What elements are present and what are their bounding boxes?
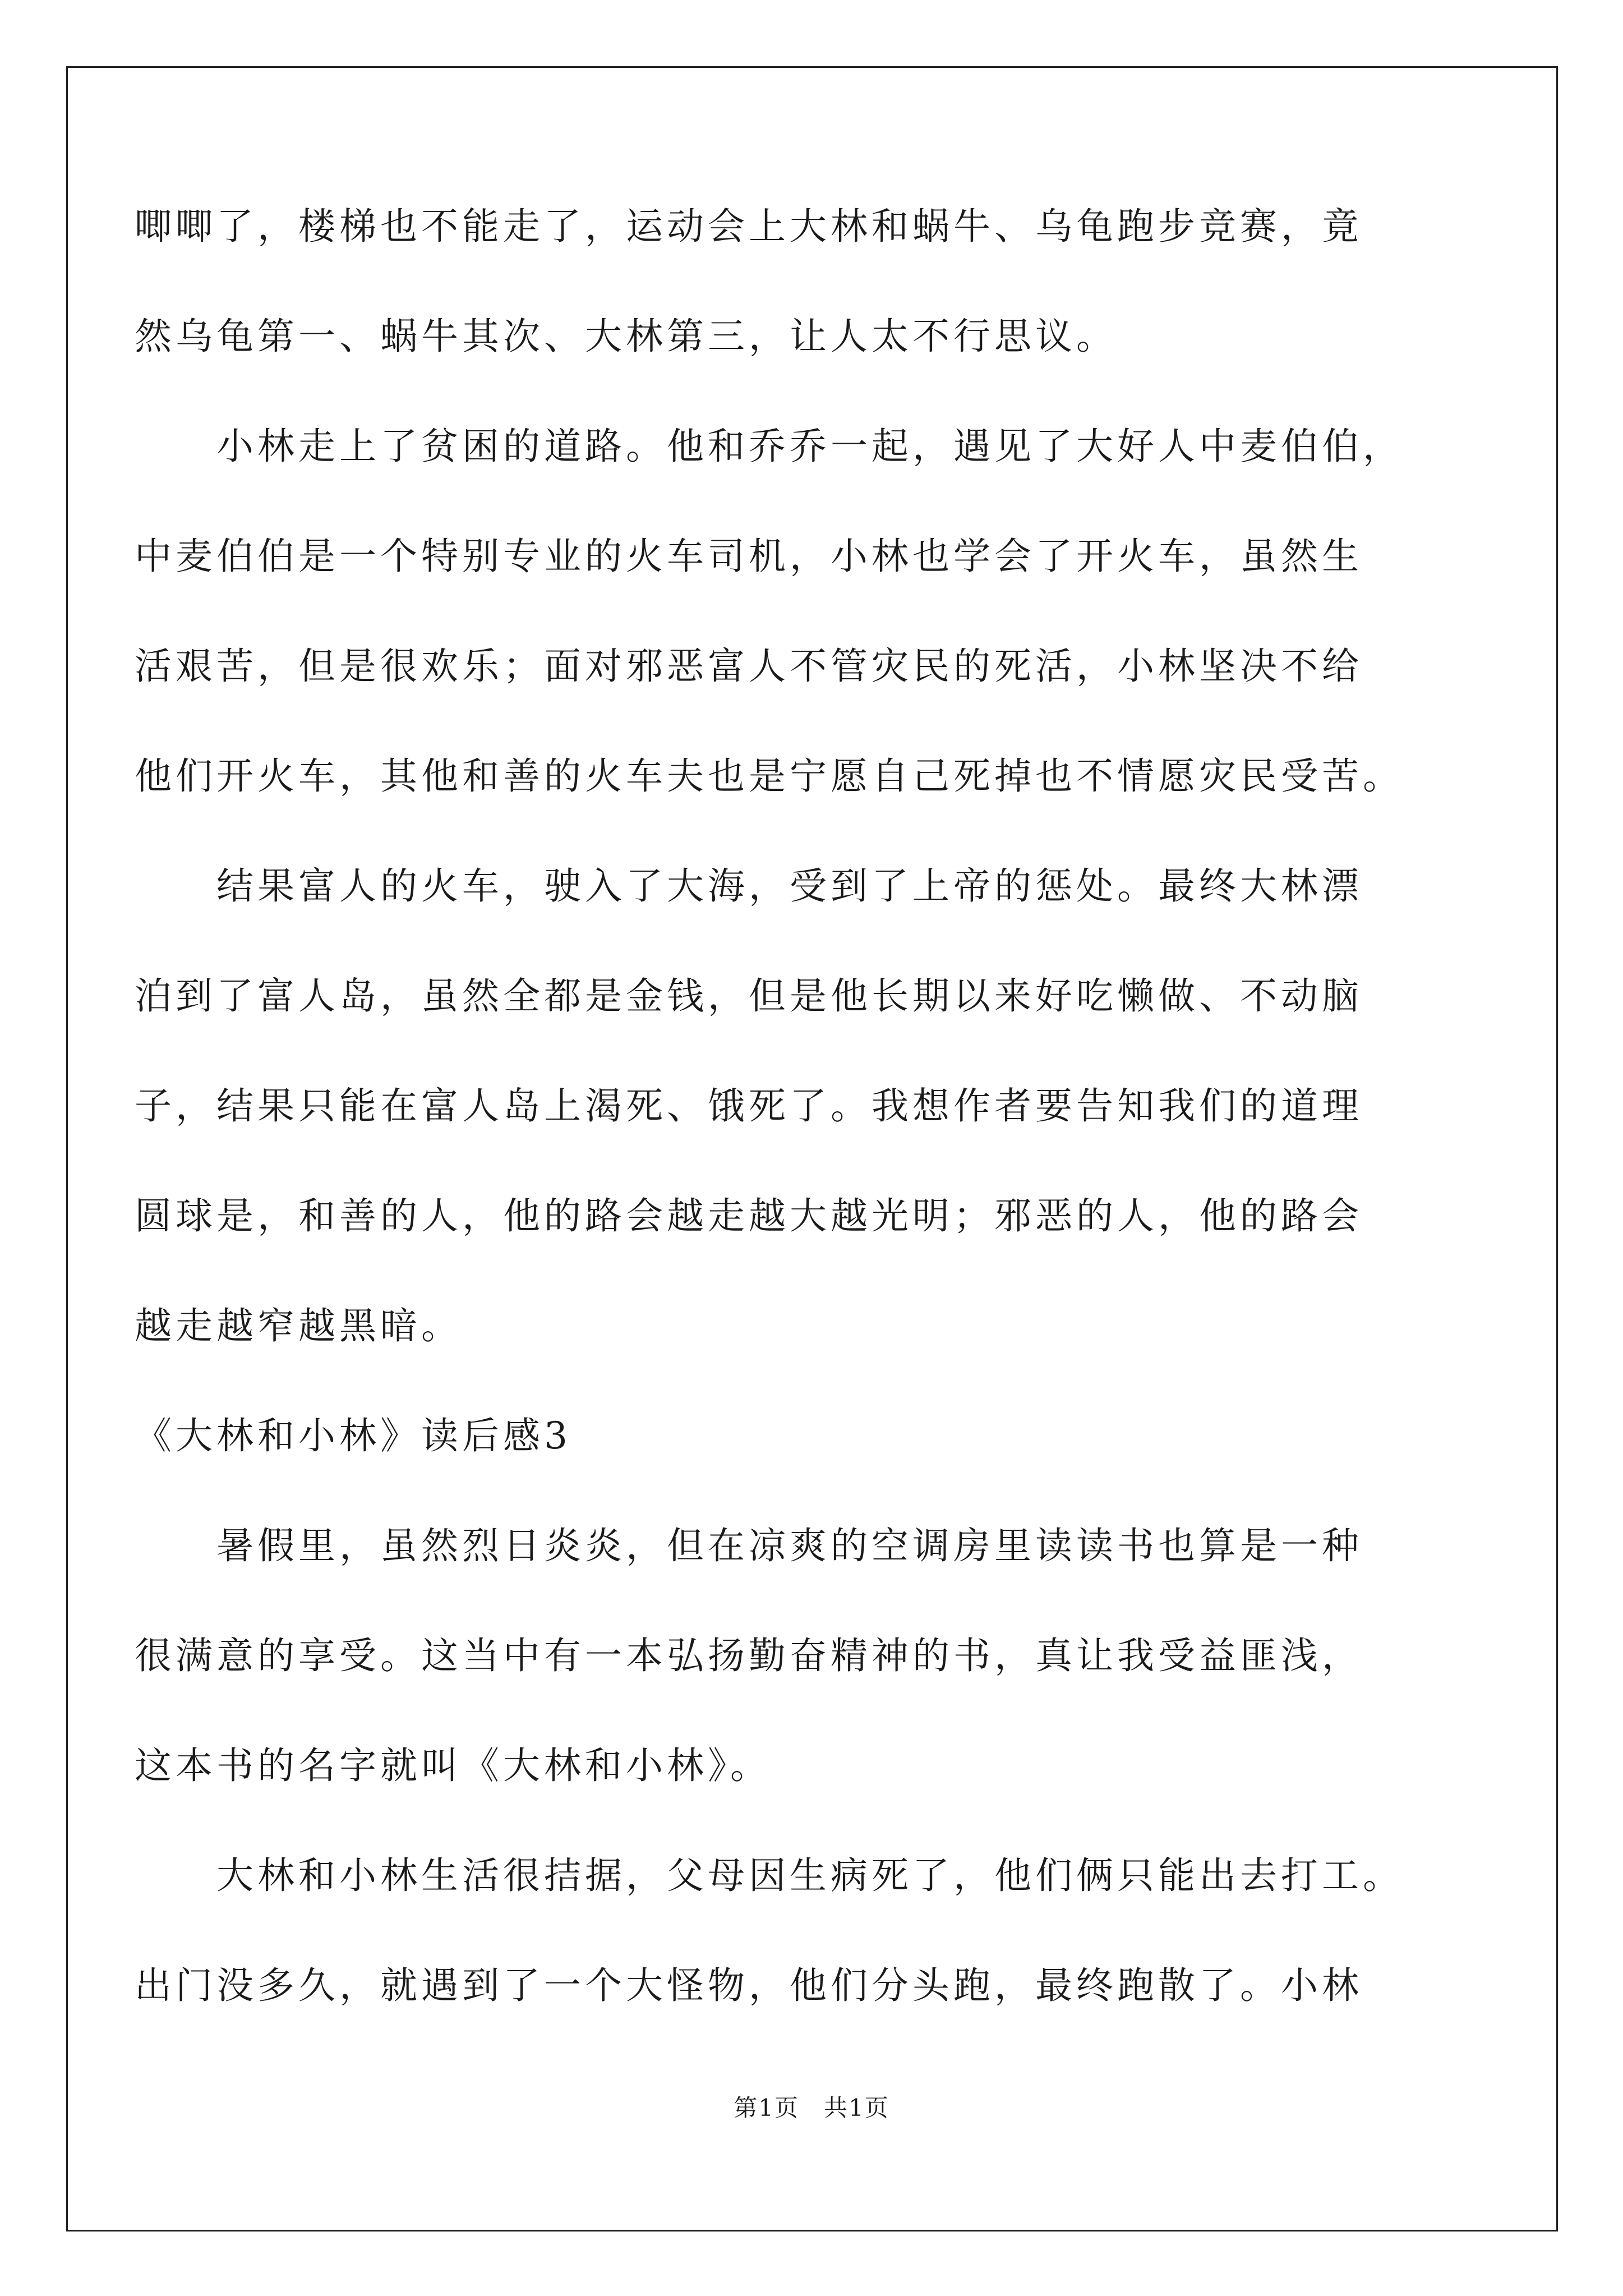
text-line: 越走越窄越黑暗。 [135,1304,462,1347]
text-line: 然乌龟第一、蜗牛其次、大林第三，让人太不行思议。 [135,315,1117,358]
text-line: 圆球是，和善的人，他的路会越走越大越光明；邪恶的人，他的路会 [135,1194,1363,1237]
page-number-footer: 第1页 共1页 [734,2094,889,2122]
section-heading: 《大林和小林》读后感3 [135,1414,571,1457]
text-line: 中麦伯伯是一个特别专业的火车司机，小林也学会了开火车，虽然生 [135,535,1363,578]
document-body [135,196,1424,2065]
text-line: 泊到了富人岛，虽然全都是金钱，但是他长期以来好吃懒做、不动脑 [135,974,1363,1018]
text-line: 结果富人的火车，驶入了大海，受到了上帝的惩处。最终大林漂 [135,864,1363,908]
text-line: 出门没多久，就遇到了一个大怪物，他们分头跑，最终跑散了。小林 [135,1964,1363,2007]
text-line: 很满意的享受。这当中有一本弘扬勤奋精神的书，真让我受益匪浅， [135,1634,1363,1677]
text-line: 这本书的名字就叫《大林和小林》。 [135,1744,771,1787]
text-line: 大林和小林生活很拮据，父母因生病死了，他们俩只能出去打工。 [135,1854,1404,1897]
text-line: 他们开火车，其他和善的火车夫也是宁愿自己死掉也不情愿灾民受苦。 [135,754,1404,798]
text-line: 子，结果只能在富人岛上渴死、饿死了。我想作者要告知我们的道理 [135,1084,1363,1128]
text-line: 暑假里，虽然烈日炎炎，但在凉爽的空调房里读读书也算是一种 [135,1524,1363,1567]
text-line: 活艰苦，但是很欢乐；面对邪恶富人不管灾民的死活，小林坚决不给 [135,645,1363,688]
text-line: 小林走上了贫困的道路。他和乔乔一起，遇见了大好人中麦伯伯， [135,425,1404,468]
text-line: 唧唧了，楼梯也不能走了，运动会上大林和蜗牛、乌龟跑步竞赛，竟 [135,205,1363,248]
